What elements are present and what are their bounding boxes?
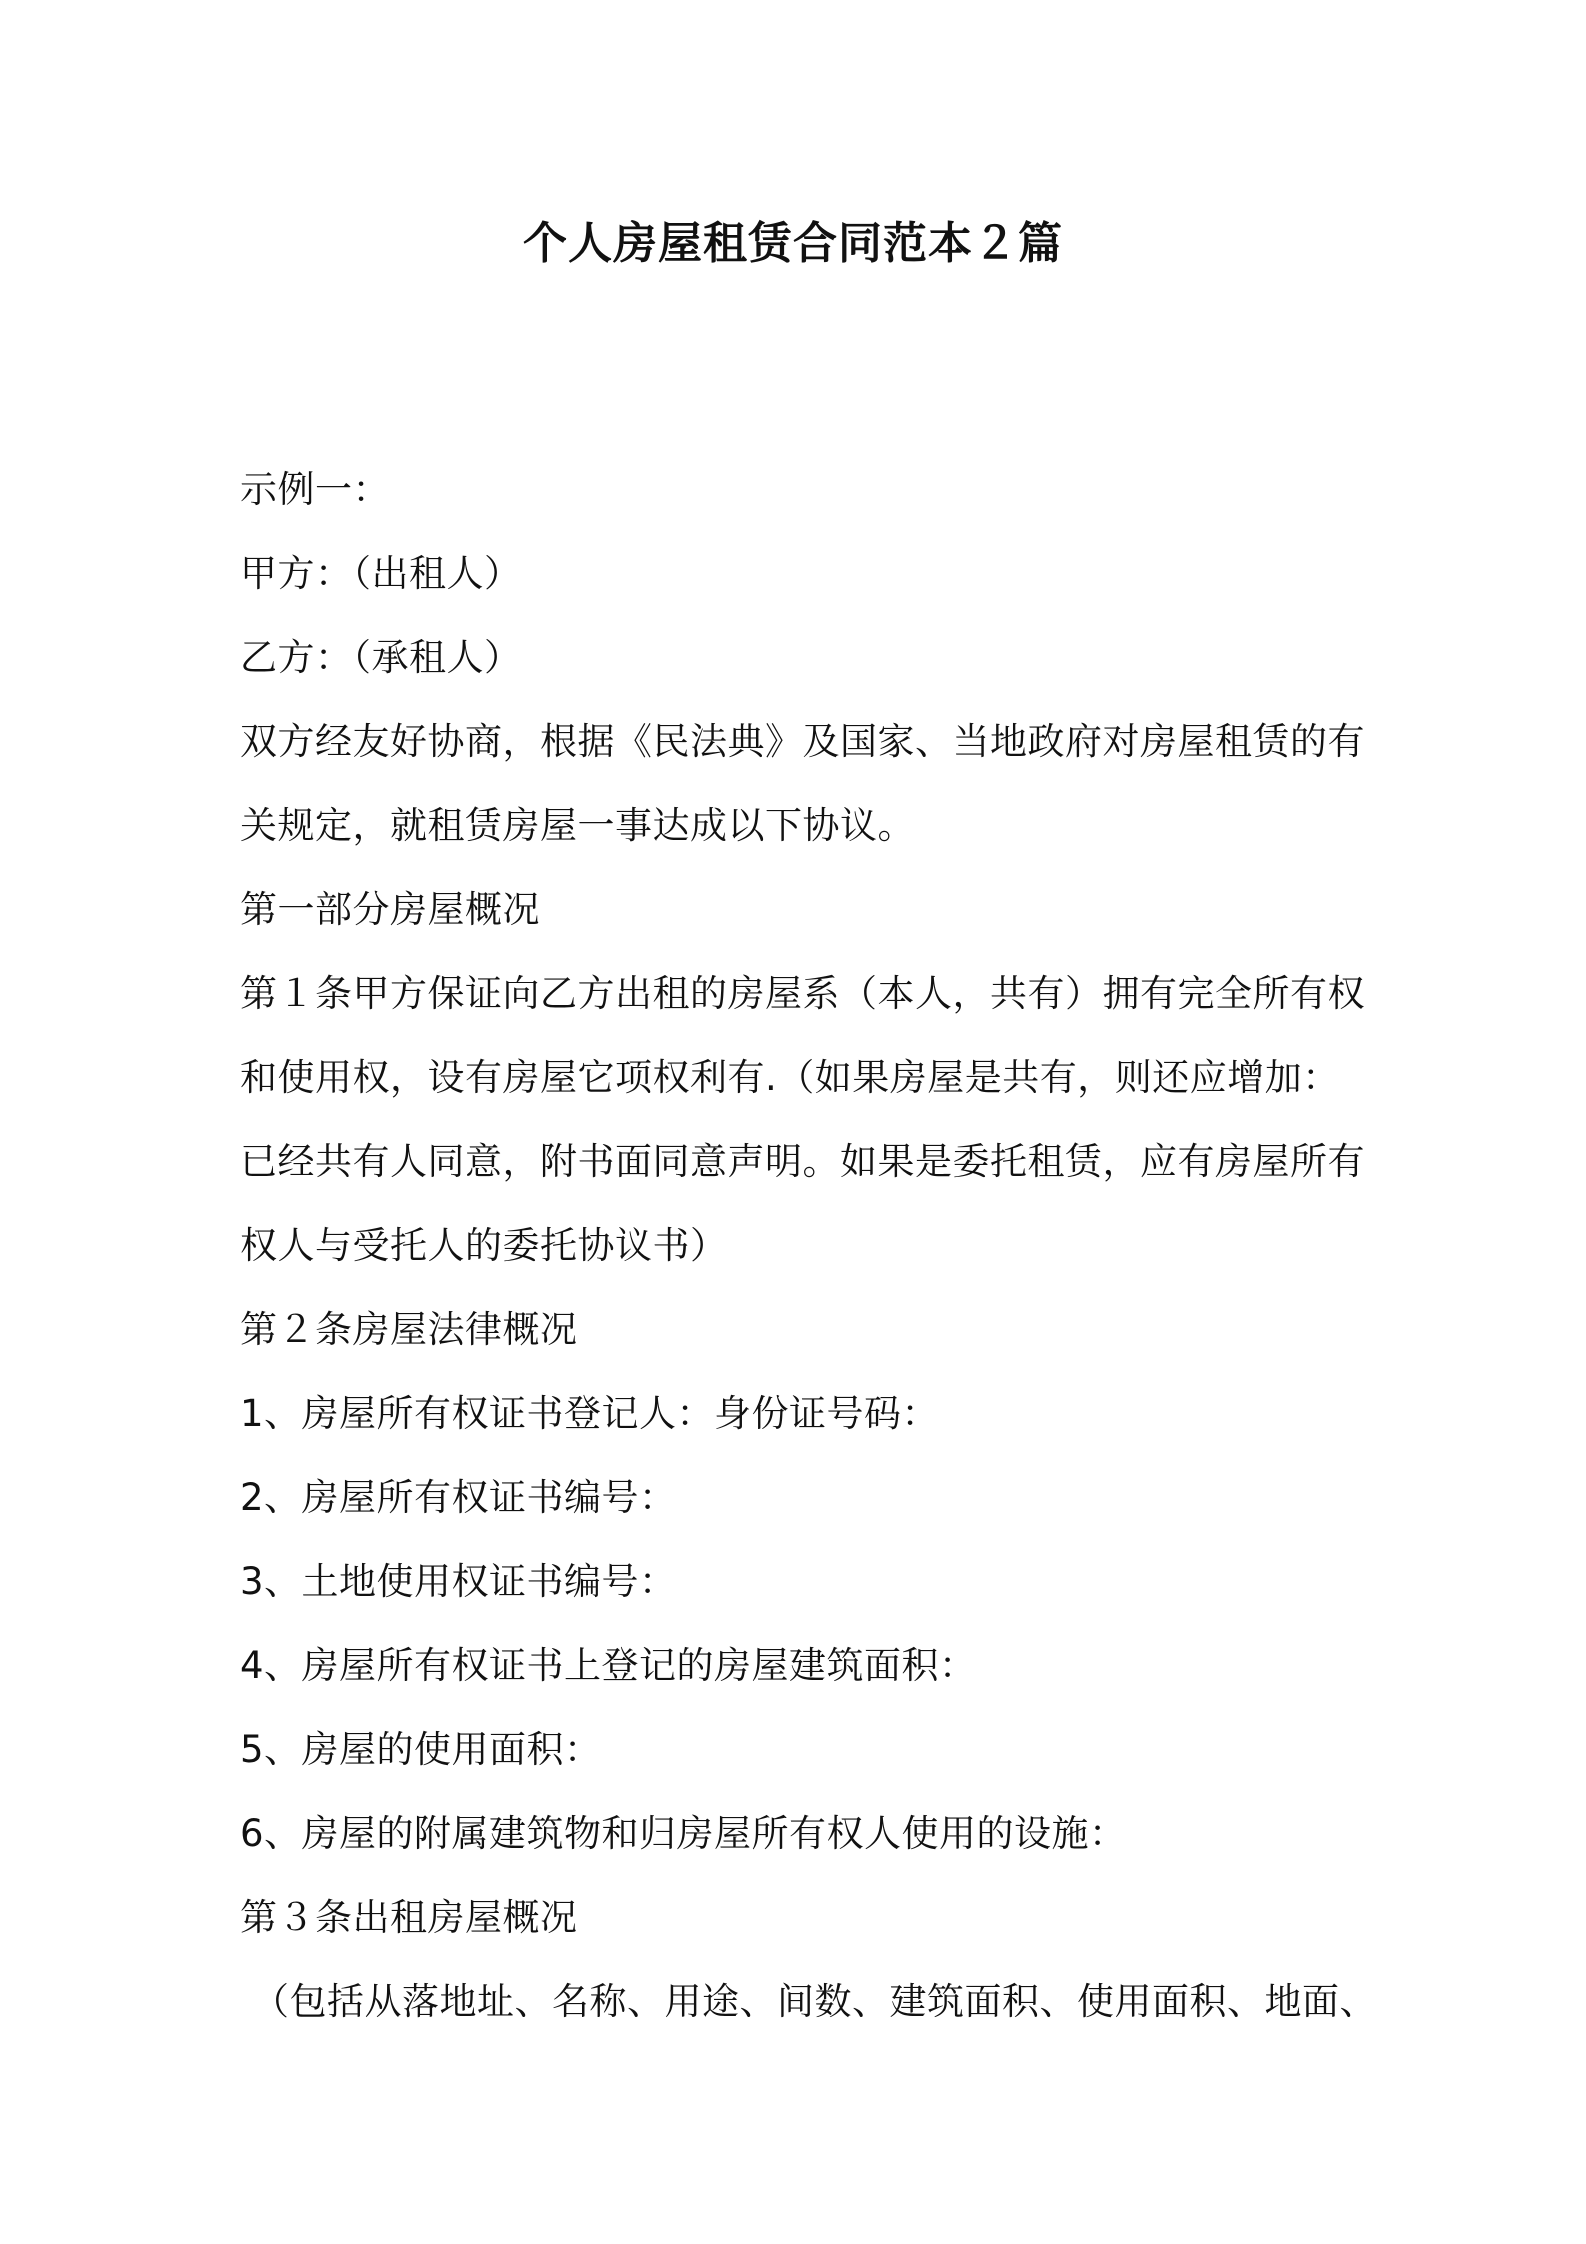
list-item: 2、房屋所有权证书编号： bbox=[240, 1476, 677, 1519]
document-title: 个人房屋租赁合同范本２篇 bbox=[523, 218, 1063, 269]
paragraph-line: （包括从落地址、名称、用途、间数、建筑面积、使用面积、地面、 bbox=[252, 1980, 1377, 2023]
paragraph-line: 乙方：（承租人） bbox=[240, 636, 522, 679]
paragraph-line: 第１条甲方保证向乙方出租的房屋系（本人，共有）拥有完全所有权 bbox=[240, 972, 1365, 1015]
section-heading: 第一部分房屋概况 bbox=[240, 888, 540, 931]
list-item: 3、土地使用权证书编号： bbox=[240, 1560, 677, 1603]
article-heading: 第２条房屋法律概况 bbox=[240, 1308, 578, 1351]
paragraph-line: 甲方：（出租人） bbox=[240, 552, 522, 595]
paragraph-line: 已经共有人同意，附书面同意声明。如果是委托租赁，应有房屋所有 bbox=[240, 1140, 1365, 1183]
list-item: 1、房屋所有权证书登记人：身份证号码： bbox=[240, 1392, 940, 1435]
list-item: 6、房屋的附属建筑物和归房屋所有权人使用的设施： bbox=[240, 1812, 1127, 1855]
document-body bbox=[240, 448, 1377, 2044]
paragraph-line: 和使用权，设有房屋它项权利有.（如果房屋是共有，则还应增加： bbox=[240, 1056, 1340, 1099]
paragraph-line: 示例一： bbox=[240, 468, 390, 511]
paragraph-line: 权人与受托人的委托协议书） bbox=[240, 1224, 728, 1267]
paragraph-line: 关规定，就租赁房屋一事达成以下协议。 bbox=[240, 804, 915, 847]
list-item: 4、房屋所有权证书上登记的房屋建筑面积： bbox=[240, 1644, 977, 1687]
paragraph-line: 双方经友好协商，根据《民法典》及国家、当地政府对房屋租赁的有 bbox=[240, 720, 1365, 763]
list-item: 5、房屋的使用面积： bbox=[240, 1728, 602, 1771]
article-heading: 第３条出租房屋概况 bbox=[240, 1896, 578, 1939]
